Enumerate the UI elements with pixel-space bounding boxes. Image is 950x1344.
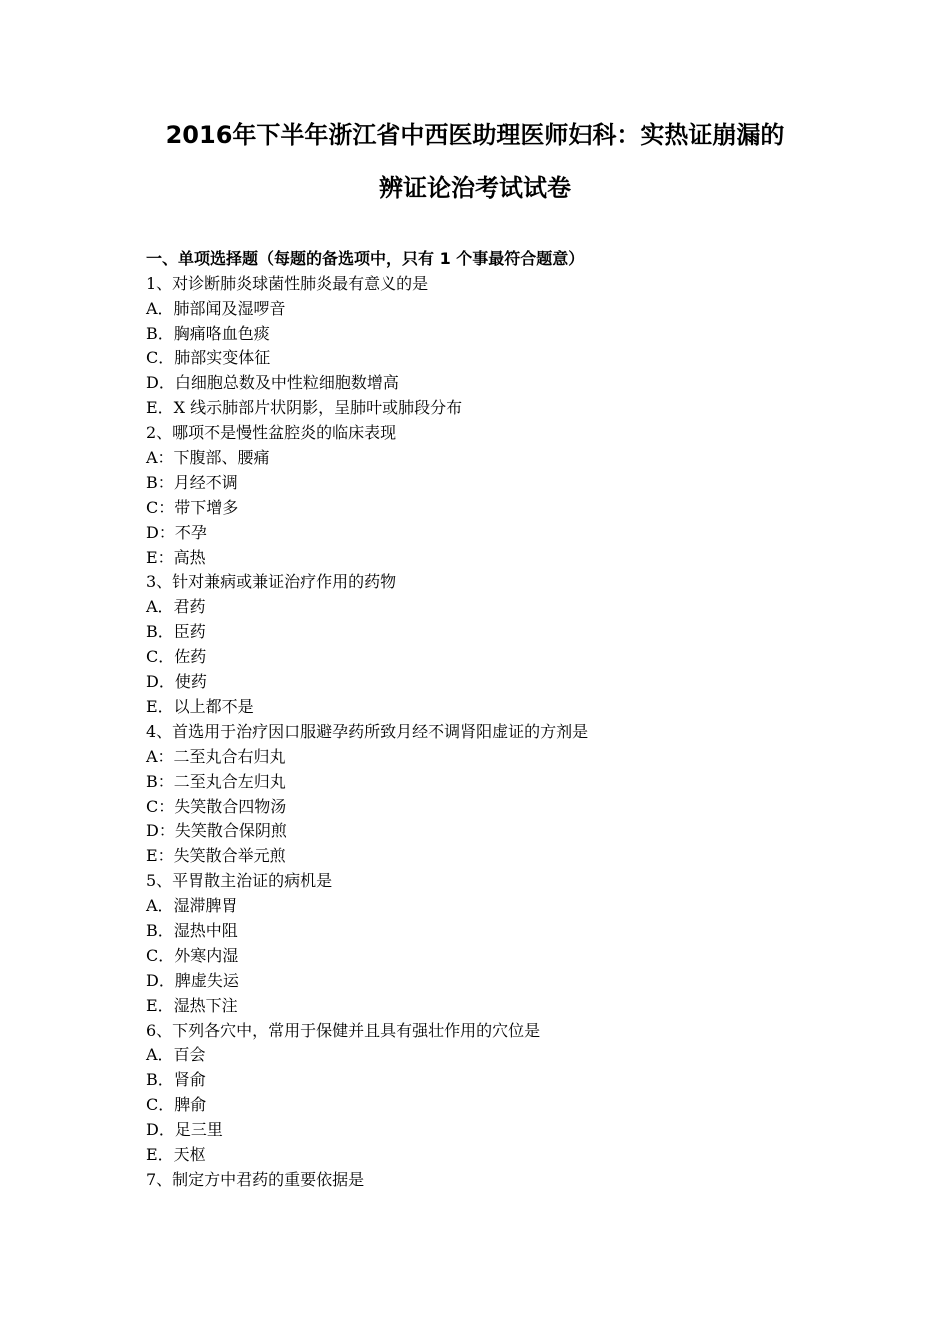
answer-option: A．肺部闻及湿啰音 xyxy=(146,298,286,318)
answer-option: D．白细胞总数及中性粒细胞数增高 xyxy=(146,373,399,393)
question-stem: 2、哪项不是慢性盆腔炎的临床表现 xyxy=(146,423,397,443)
question-stem: 1、对诊断肺炎球菌性肺炎最有意义的是 xyxy=(146,273,429,293)
answer-option: E．天枢 xyxy=(146,1144,206,1164)
question-stem: 3、针对兼病或兼证治疗作用的药物 xyxy=(146,572,397,592)
document-title-line-1: 2016年下半年浙江省中西医助理医师妇科：实热证崩漏的 xyxy=(165,121,785,149)
answer-option: A．百会 xyxy=(146,1045,206,1065)
answer-option: C．佐药 xyxy=(146,647,207,667)
question-stem: 4、首选用于治疗因口服避孕药所致月经不调肾阳虚证的方剂是 xyxy=(146,721,589,741)
answer-option: E．以上都不是 xyxy=(146,696,254,716)
answer-option: D．脾虚失运 xyxy=(146,970,239,990)
question-stem: 5、平胃散主治证的病机是 xyxy=(146,871,333,891)
answer-option: B：二至丸合左归丸 xyxy=(146,771,286,791)
answer-option: B．胸痛咯血色痰 xyxy=(146,323,270,343)
question-stem: 6、下列各穴中，常用于保健并且具有强壮作用的穴位是 xyxy=(146,1020,541,1040)
answer-option: D．使药 xyxy=(146,672,207,692)
answer-option: C．外寒内湿 xyxy=(146,945,239,965)
answer-option: A：二至丸合右归丸 xyxy=(146,746,286,766)
answer-option: B：月经不调 xyxy=(146,472,238,492)
answer-option: B．臣药 xyxy=(146,622,206,642)
answer-option: A．湿滞脾胃 xyxy=(146,896,238,916)
answer-option: A：下腹部、腰痛 xyxy=(146,448,270,468)
answer-option: C．肺部实变体征 xyxy=(146,348,271,368)
question-list xyxy=(146,272,846,1193)
answer-option: C．脾俞 xyxy=(146,1095,207,1115)
answer-option: D：不孕 xyxy=(146,522,207,542)
question-stem: 7、制定方中君药的重要依据是 xyxy=(146,1169,365,1189)
answer-option: B．肾俞 xyxy=(146,1070,206,1090)
answer-option: C：带下增多 xyxy=(146,497,239,517)
answer-option: D：失笑散合保阴煎 xyxy=(146,821,287,841)
answer-option: E．湿热下注 xyxy=(146,995,238,1015)
answer-option: E：失笑散合举元煎 xyxy=(146,846,286,866)
answer-option: D．足三里 xyxy=(146,1120,223,1140)
document-title-line-2: 辨证论治考试试卷 xyxy=(379,174,571,202)
answer-option: E．X 线示肺部片状阴影，呈肺叶或肺段分布 xyxy=(146,398,463,418)
answer-option: E：高热 xyxy=(146,547,206,567)
answer-option: A．君药 xyxy=(146,597,206,617)
answer-option: B．湿热中阻 xyxy=(146,920,238,940)
section-heading: 一、单项选择题（每题的备选项中，只有 1 个事最符合题意） xyxy=(146,249,585,268)
answer-option: C：失笑散合四物汤 xyxy=(146,796,287,816)
